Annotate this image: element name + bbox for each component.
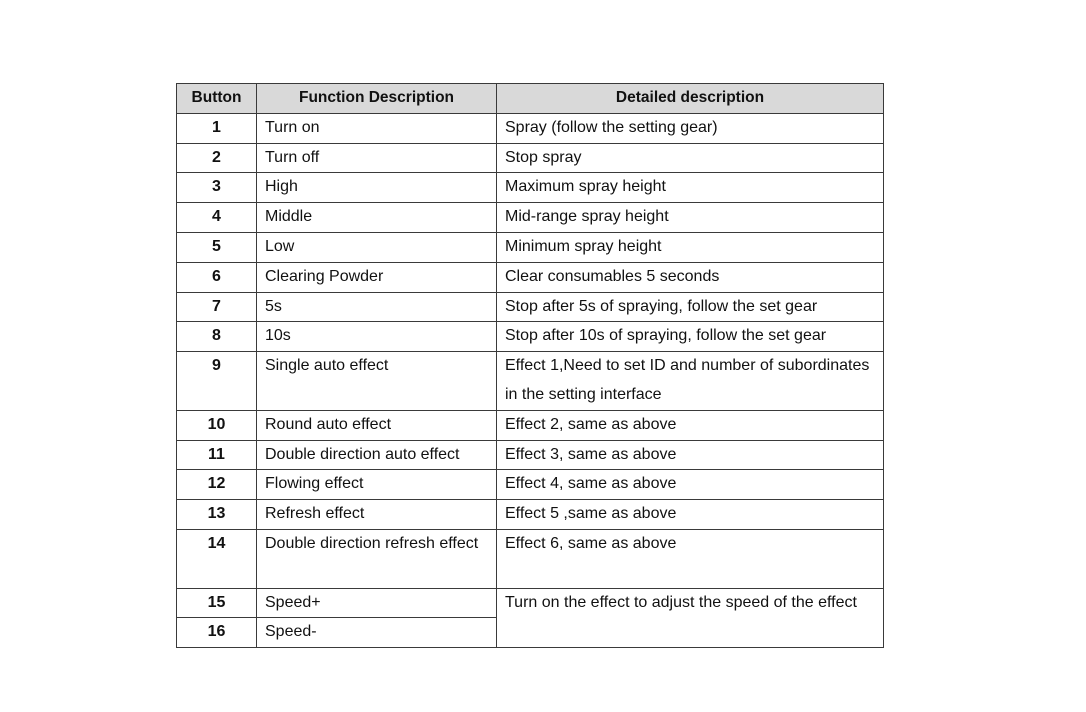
button-number: 10 bbox=[177, 410, 257, 440]
button-number: 4 bbox=[177, 203, 257, 233]
function-cell: Low bbox=[257, 232, 497, 262]
detail-cell: Effect 6, same as above bbox=[497, 529, 884, 588]
table-body bbox=[177, 113, 884, 647]
table-row bbox=[177, 113, 884, 143]
function-cell: Single auto effect bbox=[257, 352, 497, 411]
function-cell: Double direction auto effect bbox=[257, 440, 497, 470]
header-button: Button bbox=[177, 84, 257, 114]
function-cell: Round auto effect bbox=[257, 410, 497, 440]
detail-cell: Effect 3, same as above bbox=[497, 440, 884, 470]
function-cell: High bbox=[257, 173, 497, 203]
function-cell: Middle bbox=[257, 203, 497, 233]
function-cell: Turn off bbox=[257, 143, 497, 173]
function-cell: Speed+ bbox=[257, 588, 497, 618]
detail-cell: Effect 5 ,same as above bbox=[497, 500, 884, 530]
button-number: 11 bbox=[177, 440, 257, 470]
table-row bbox=[177, 470, 884, 500]
detail-cell: Minimum spray height bbox=[497, 232, 884, 262]
function-cell: Double direction refresh effect bbox=[257, 529, 497, 588]
button-number: 6 bbox=[177, 262, 257, 292]
table-header bbox=[177, 84, 884, 114]
detail-cell: Stop spray bbox=[497, 143, 884, 173]
button-number: 3 bbox=[177, 173, 257, 203]
detail-cell: Effect 2, same as above bbox=[497, 410, 884, 440]
function-cell: Refresh effect bbox=[257, 500, 497, 530]
detail-cell: Mid-range spray height bbox=[497, 203, 884, 233]
detail-cell: Maximum spray height bbox=[497, 173, 884, 203]
table-row bbox=[177, 173, 884, 203]
function-cell: 5s bbox=[257, 292, 497, 322]
detail-cell: Stop after 10s of spraying, follow the set gear bbox=[497, 322, 884, 352]
table-row bbox=[177, 292, 884, 322]
table-row bbox=[177, 529, 884, 588]
table-row bbox=[177, 262, 884, 292]
button-number: 15 bbox=[177, 588, 257, 618]
table-row bbox=[177, 352, 884, 411]
table-row bbox=[177, 410, 884, 440]
function-cell: 10s bbox=[257, 322, 497, 352]
button-number: 8 bbox=[177, 322, 257, 352]
table-row bbox=[177, 322, 884, 352]
button-number: 5 bbox=[177, 232, 257, 262]
table-row bbox=[177, 500, 884, 530]
detail-cell: Effect 4, same as above bbox=[497, 470, 884, 500]
button-number: 12 bbox=[177, 470, 257, 500]
table-row bbox=[177, 203, 884, 233]
button-number: 2 bbox=[177, 143, 257, 173]
table-row bbox=[177, 588, 884, 618]
detail-cell: Spray (follow the setting gear) bbox=[497, 113, 884, 143]
function-cell: Turn on bbox=[257, 113, 497, 143]
header-row bbox=[177, 84, 884, 114]
button-function-table bbox=[176, 83, 884, 648]
button-number: 16 bbox=[177, 618, 257, 648]
button-number: 7 bbox=[177, 292, 257, 322]
header-function-description: Function Description bbox=[257, 84, 497, 114]
button-number: 13 bbox=[177, 500, 257, 530]
button-number: 1 bbox=[177, 113, 257, 143]
function-cell: Clearing Powder bbox=[257, 262, 497, 292]
header-detailed-description: Detailed description bbox=[497, 84, 884, 114]
table-row bbox=[177, 232, 884, 262]
function-cell: Flowing effect bbox=[257, 470, 497, 500]
button-number: 14 bbox=[177, 529, 257, 588]
table-row bbox=[177, 440, 884, 470]
detail-cell: Effect 1,Need to set ID and number of subordinates in the setting interface bbox=[497, 352, 884, 411]
detail-cell: Clear consumables 5 seconds bbox=[497, 262, 884, 292]
detail-cell-merged: Turn on the effect to adjust the speed of the effect bbox=[497, 588, 884, 648]
table-row bbox=[177, 143, 884, 173]
function-cell: Speed- bbox=[257, 618, 497, 648]
button-number: 9 bbox=[177, 352, 257, 411]
detail-cell: Stop after 5s of spraying, follow the set gear bbox=[497, 292, 884, 322]
